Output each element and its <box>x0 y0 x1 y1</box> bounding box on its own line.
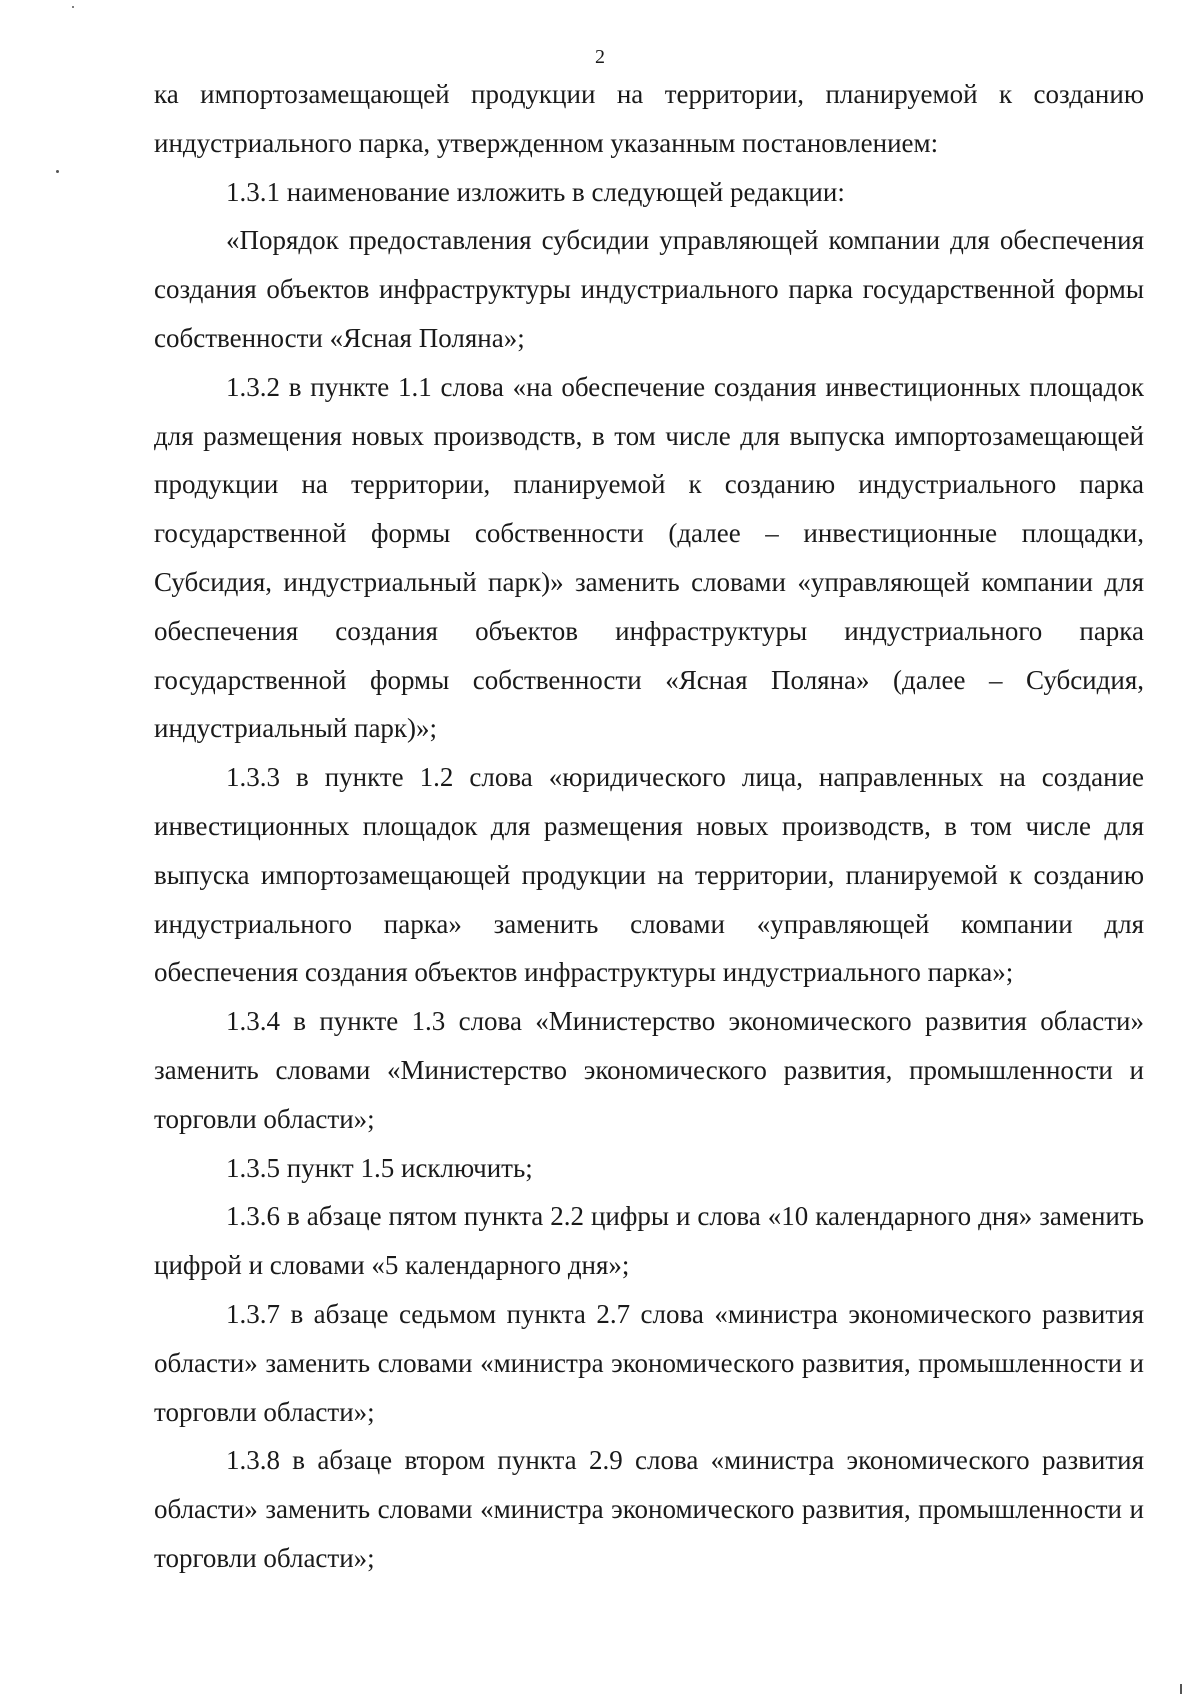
scan-speck <box>72 6 74 8</box>
page-number: 2 <box>595 46 605 68</box>
document-body <box>154 70 1144 1583</box>
paragraph-1-3-3: 1.3.3 в пункте 1.2 слова «юридического лица, направленных на создание инвестиционных площадок для размещения новых производств, в том числе для выпуска импортозамещающей продукции на территории, планируемой к созданию индустриального парка» заменить словами «управляющей компании для обеспечения создания объектов инфраструктуры индустриального парка»; <box>154 762 1144 988</box>
paragraph-quoted-title: «Порядок предоставления субсидии управляющей компании для обеспечения создания объектов инфраструктуры индустриального парка государственной формы собственности «Ясная Поляна»; <box>154 225 1144 353</box>
paragraph-1-3-4: 1.3.4 в пункте 1.3 слова «Министерство экономического развития области» заменить словами «Министерство экономического развития, промышленности и торговли области»; <box>154 1006 1144 1134</box>
paragraph-1-3-5: 1.3.5 пункт 1.5 исключить; <box>226 1152 533 1183</box>
paragraph-1-3-1: 1.3.1 наименование изложить в следующей редакции: <box>226 176 845 207</box>
paragraph-continuation: ка импортозамещающей продукции на территории, планируемой к созданию индустриального парка, утвержденном указанным постановлением: <box>154 79 1144 158</box>
paragraph-1-3-7: 1.3.7 в абзаце седьмом пункта 2.7 слова «министра экономического развития области» заменить словами «министра экономического развития, промышленности и торговли области»; <box>154 1298 1144 1427</box>
paragraph-1-3-8: 1.3.8 в абзаце втором пункта 2.9 слова «министра экономического развития области» заменить словами «министра экономического развития, промышленности и торговли области»; <box>154 1445 1144 1573</box>
paragraph-1-3-2: 1.3.2 в пункте 1.1 слова «на обеспечение создания инвестиционных площадок для размещения новых производств, в том числе для выпуска импортозамещающей продукции на территории, планируемой к созданию индустриального парка государственной формы собственности (далее – инвестиционные площадки, Субсидия, индустриальный парк)» заменить словами «управляющей компании для обеспечения создания объектов инфраструктуры индустриального парка государственной формы собственности «Ясная Поляна» (далее – Субсидия, индустриальный парк)»; <box>154 371 1144 744</box>
scan-speck <box>1180 1684 1182 1694</box>
paragraph-1-3-6: 1.3.6 в абзаце пятом пункта 2.2 цифры и слова «10 календарного дня» заменить цифрой и словами «5 календарного дня»; <box>154 1201 1144 1281</box>
scan-speck <box>56 170 59 173</box>
